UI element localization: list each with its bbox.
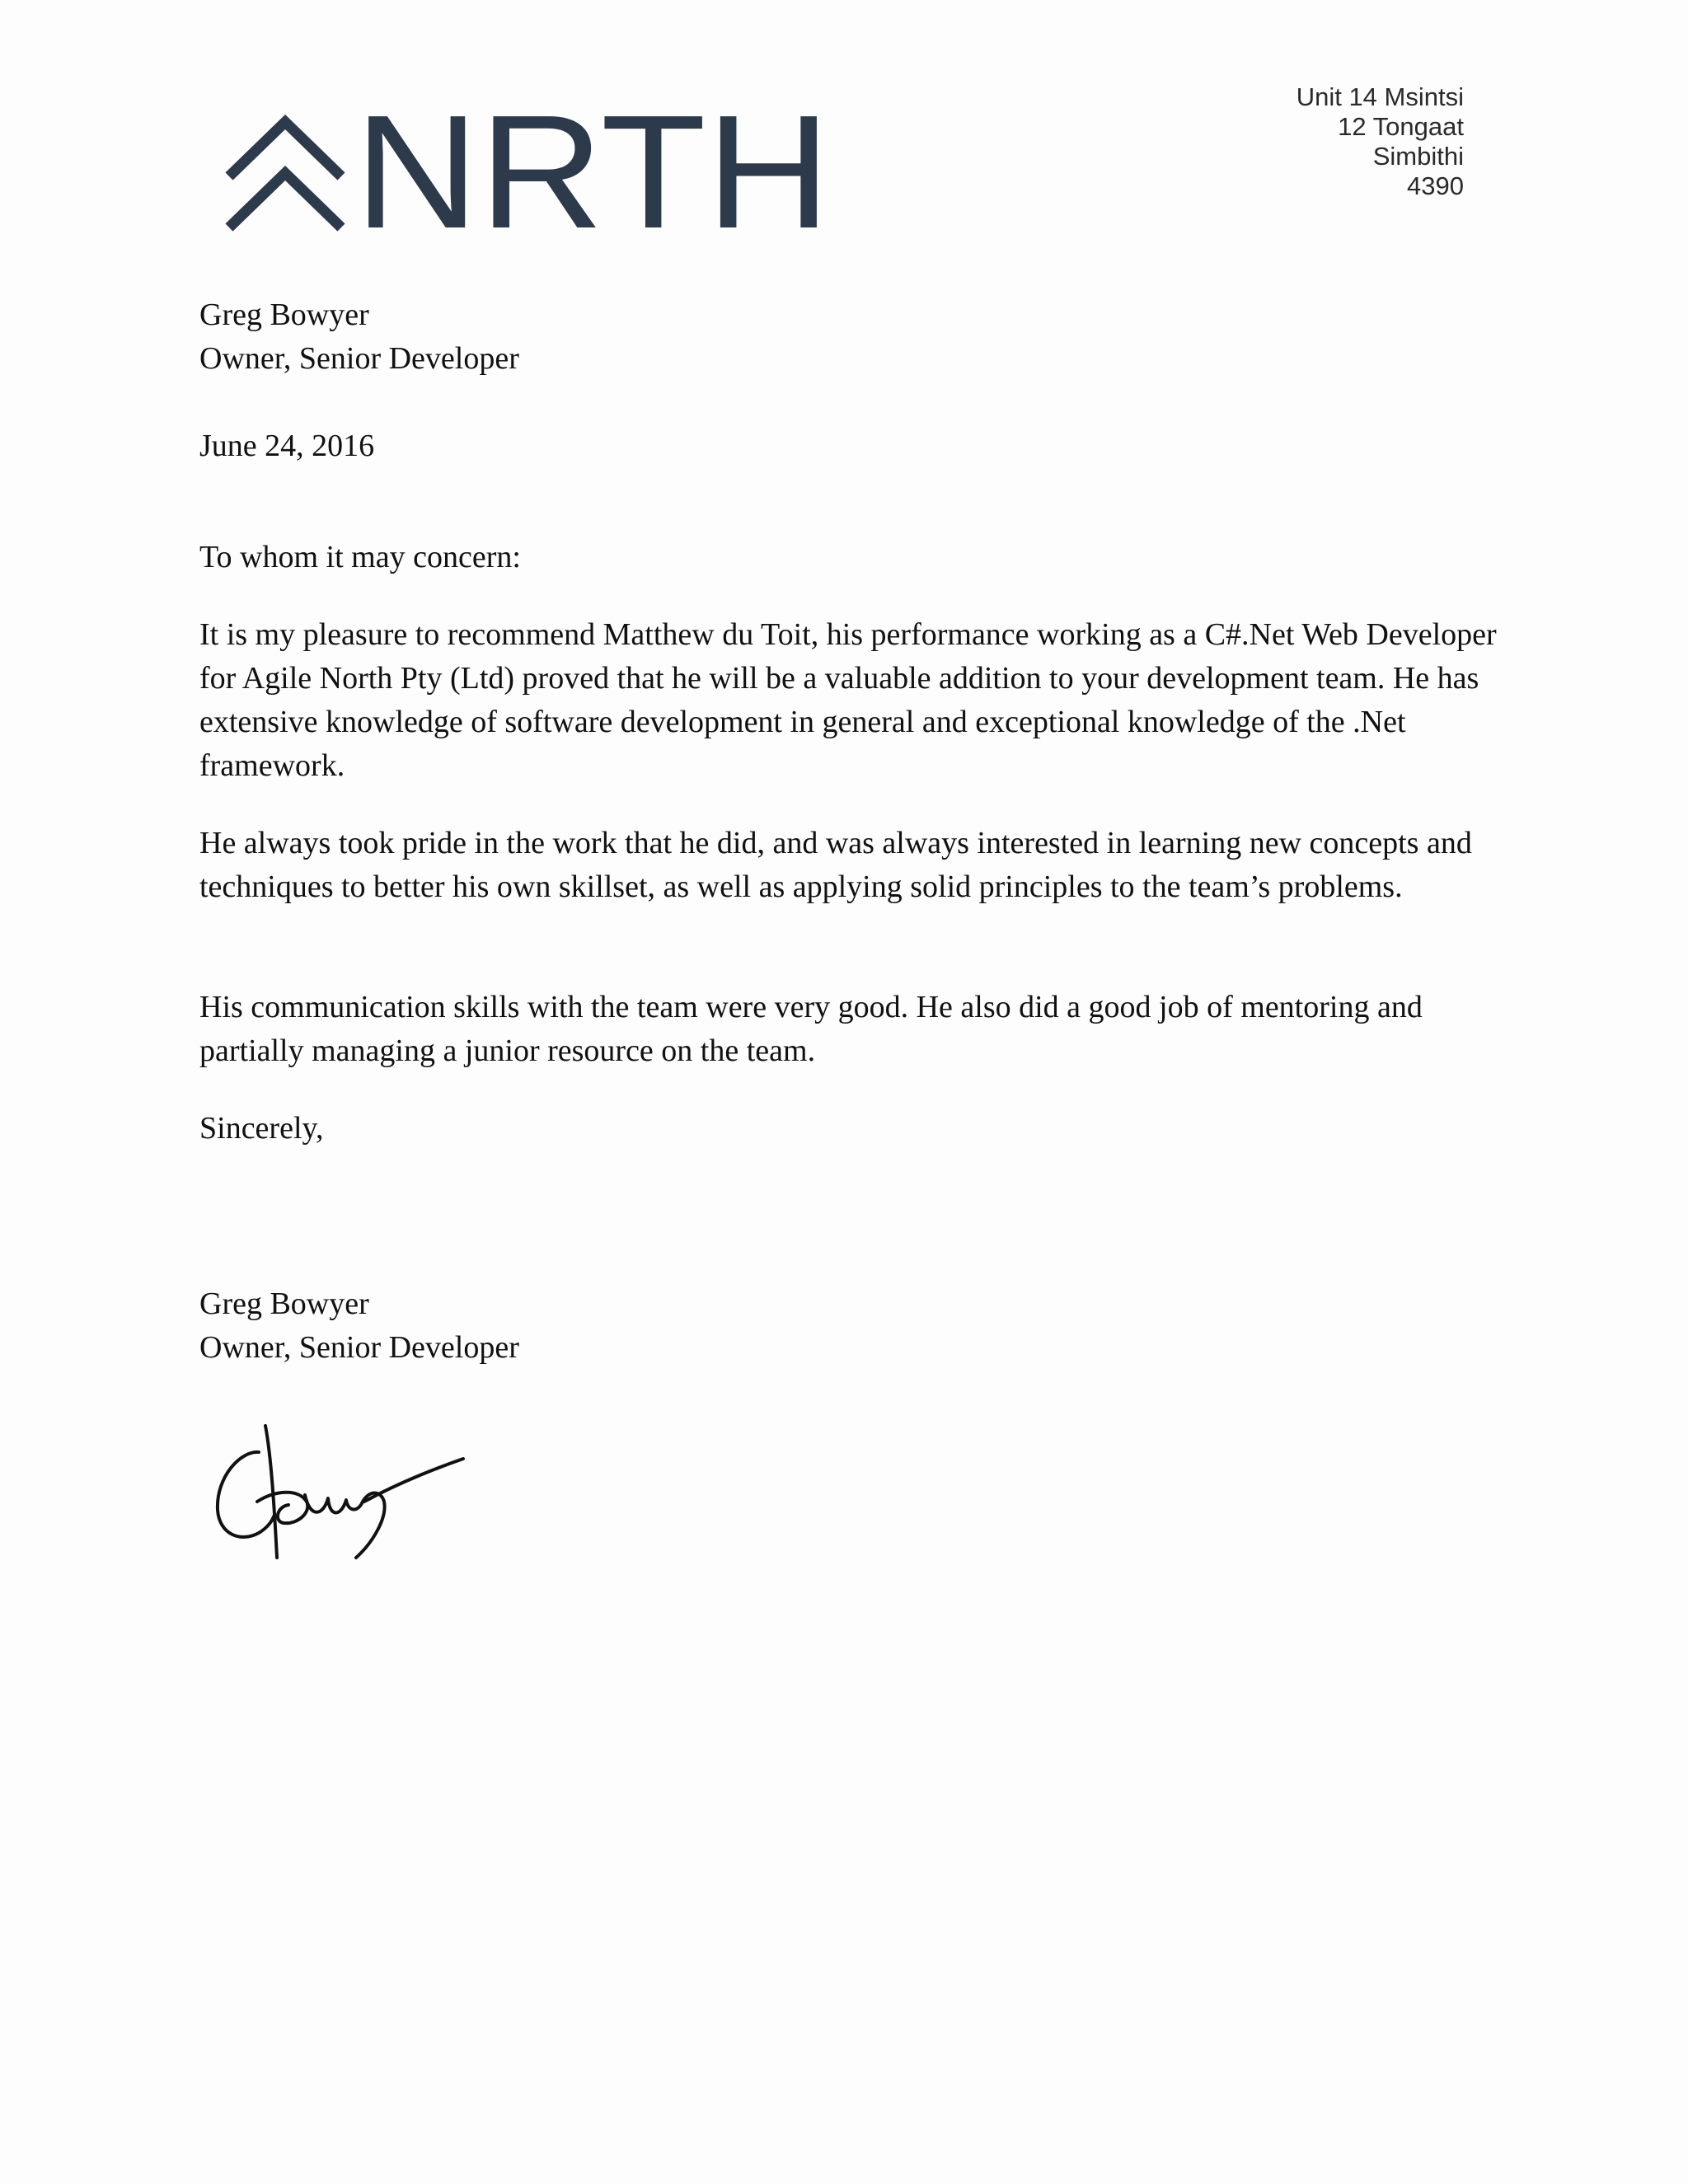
sender-title: Owner, Senior Developer	[199, 341, 519, 376]
signer-name: Greg Bowyer	[199, 1286, 369, 1321]
paragraph-text: He always took pride in the work that he did, and was always interested in learning new concepts and techniques to better his own skillset, as well as applying solid principles to the team’s problems.	[199, 826, 1472, 904]
closing	[199, 1107, 1502, 1151]
closing-text: Sincerely,	[199, 1111, 324, 1146]
sender-header	[199, 293, 1502, 381]
address-line-1: Unit 14 Msintsi	[1296, 82, 1464, 111]
paragraph-text: It is my pleasure to recommend Matthew du Toit, his performance working as a C#.Net Web Developer for Agile North Pty (Ltd) proved that he will be a valuable addition to your development team. He has extensive knowledge of software development in general and exceptional knowledge of the .Net framework.	[199, 617, 1497, 783]
address-line-2: 12 Tongaat	[1338, 112, 1464, 141]
salutation-text: To whom it may concern:	[199, 540, 521, 574]
paragraph-text: His communication skills with the team were very good. He also did a good job of mentoring and partially managing a junior resource on the team.	[199, 990, 1423, 1068]
signer-title: Owner, Senior Developer	[199, 1330, 519, 1365]
signature-block	[199, 1282, 1502, 1370]
date-text: June 24, 2016	[199, 429, 375, 463]
address-line-3: Simbithi	[1372, 142, 1464, 171]
salutation	[199, 536, 1502, 579]
letter-date	[199, 424, 1502, 468]
sender-name: Greg Bowyer	[199, 298, 369, 332]
body-paragraph-2	[199, 822, 1502, 909]
company-address	[1296, 82, 1464, 201]
logo-wordmark: NRTH	[354, 105, 831, 234]
company-logo	[224, 105, 834, 234]
handwritten-signature	[208, 1419, 471, 1568]
chevron-up-icon	[229, 122, 341, 227]
address-line-4: 4390	[1407, 171, 1464, 200]
body-paragraph-3	[199, 986, 1502, 1073]
body-paragraph-1	[199, 613, 1502, 788]
